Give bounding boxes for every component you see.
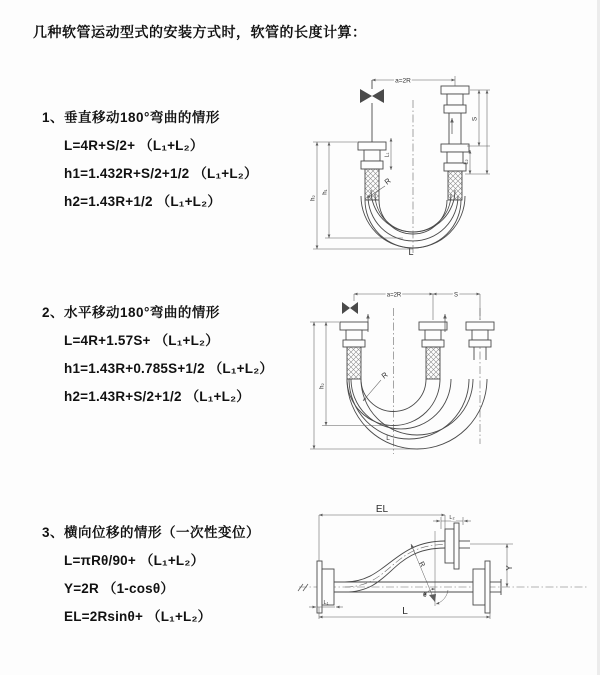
hose-centerline — [345, 545, 445, 588]
dim-label-l: L — [402, 606, 408, 617]
valve-icon — [360, 89, 384, 103]
dim-label-r: R — [382, 176, 393, 187]
hose-u-bend-drawing — [340, 302, 494, 449]
centerline — [299, 545, 587, 588]
dim-label-l2: L₂ — [463, 159, 470, 165]
formula-line: L=4R+S/2+ （L₁+L₂） — [64, 138, 204, 153]
dim-label-r: R — [417, 560, 426, 569]
section-lateral-displacement — [42, 521, 260, 631]
section-2-heading: 2、水平移动180°弯曲的情形 — [42, 305, 220, 320]
formula-line: h1=1.432R+S/2+1/2 （L₁+L₂） — [64, 166, 258, 181]
section-1-formulas — [64, 132, 258, 216]
dim-label-l2: L₂ — [449, 515, 455, 521]
dim-label-h1: h₁ — [322, 189, 329, 195]
dim-label-l1: L₁ — [384, 152, 391, 158]
valve-icon — [342, 302, 358, 314]
diagram-lateral-displacement — [295, 499, 600, 651]
formula-line: L=4R+1.57S+ （L₁+L₂） — [64, 333, 219, 348]
hose-u-bend-drawing — [358, 77, 469, 248]
section-3-heading: 3、横向位移的情形（一次性变位） — [42, 525, 261, 540]
section-2-formulas — [64, 327, 273, 411]
formula-line: h2=1.43R+1/2 （L₁+L₂） — [64, 194, 222, 209]
dim-label-l1: L₁ — [323, 600, 329, 606]
dim-label-l: L — [408, 247, 414, 257]
dim-label-h2: h₂ — [319, 383, 326, 389]
page-title: 几种软管运动型式的安装方式时，软管的长度计算： — [33, 24, 367, 40]
section-horizontal-movement — [42, 301, 273, 411]
dim-label-h2: h₂ — [310, 195, 317, 201]
dim-label-el: EL — [375, 504, 389, 515]
section-1-heading: 1、垂直移动180°弯曲的情形 — [42, 110, 220, 125]
dim-label-y: Y — [505, 565, 514, 571]
dim-label-r: R — [379, 370, 390, 381]
dim-label-s: S — [471, 116, 479, 122]
dim-label-a2r: a=2R — [395, 77, 411, 85]
formula-line: h1=1.43R+0.785S+1/2 （L₁+L₂） — [64, 361, 274, 376]
section-3-formulas — [64, 547, 260, 631]
formula-line: L=πRθ/90+ （L₁+L₂） — [64, 553, 205, 568]
diagram-horizontal-180-bend — [306, 282, 591, 460]
formula-line: Y=2R （1-cosθ） — [64, 581, 175, 596]
formula-line: EL=2Rsinθ+ （L₁+L₂） — [64, 609, 212, 624]
section-vertical-movement — [42, 106, 258, 216]
dim-label-s: S — [453, 292, 459, 299]
diagram-vertical-180-bend — [303, 66, 588, 261]
dim-label-theta: θ — [423, 592, 427, 599]
formula-line: h2=1.43R+S/2+1/2 （L₁+L₂） — [64, 389, 250, 404]
hose-drawing — [317, 523, 501, 613]
dim-label-a2r: a=2R — [386, 292, 402, 299]
dim-label-l: L — [386, 435, 390, 442]
